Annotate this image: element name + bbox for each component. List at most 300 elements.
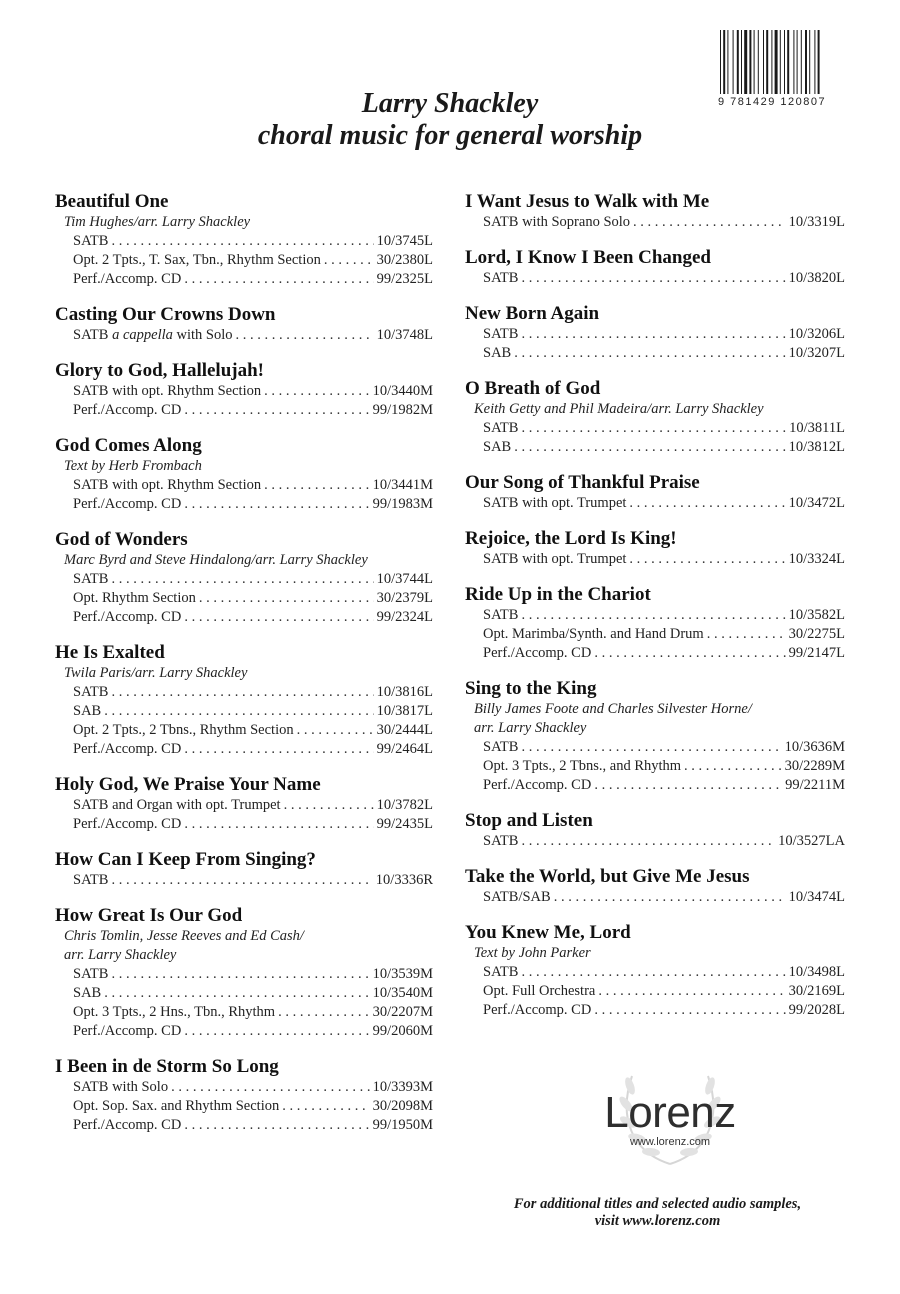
dot-leader (514, 344, 785, 363)
dot-leader (514, 438, 785, 457)
catalog-number: 99/2060M (372, 1023, 433, 1039)
dot-leader (184, 815, 373, 834)
edition-name (73, 232, 108, 251)
edition-name (483, 550, 626, 569)
edition-row (465, 625, 845, 644)
catalog-number: 99/1982M (372, 402, 433, 418)
edition-row (55, 1003, 433, 1022)
edition-voicing: SATB (73, 571, 109, 587)
dot-leader (184, 1116, 369, 1135)
song-entry (55, 528, 433, 627)
edition-row (55, 815, 433, 834)
song-entry (465, 527, 845, 569)
song-entry (55, 1055, 433, 1135)
edition-name (73, 1003, 275, 1022)
edition-voicing: SATB (73, 233, 109, 249)
edition-row (55, 326, 433, 345)
catalog-number: 10/3207L (788, 345, 845, 361)
catalog-number: 10/3817L (376, 703, 433, 719)
edition-voicing: Perf./Accomp. CD (73, 1117, 182, 1133)
edition-voicing: SATB with opt. Rhythm Section (73, 477, 262, 493)
barcode-bar (780, 30, 781, 94)
catalog-number: 99/2325L (376, 271, 433, 287)
edition-row (55, 1116, 433, 1135)
catalog-number: 30/2380L (376, 252, 433, 268)
edition-row (55, 702, 433, 721)
song-title: God Comes Along (55, 435, 202, 456)
song-credit: Chris Tomlin, Jesse Reeves and Ed Cash/ (64, 928, 304, 944)
edition-row (465, 269, 845, 288)
catalog-number: 10/3441M (372, 477, 433, 493)
catalog-number: 10/3324L (788, 551, 845, 567)
footer-line-2: visit www.lorenz.com (594, 1213, 721, 1229)
edition-voicing: Perf./Accomp. CD (73, 496, 182, 512)
edition-name (73, 326, 233, 345)
edition-name (73, 815, 181, 834)
catalog-number: 99/1950M (372, 1117, 433, 1133)
edition-name (483, 325, 518, 344)
dot-leader (521, 325, 785, 344)
catalog-number: 30/2379L (376, 590, 433, 606)
catalog-number: 10/3440M (372, 383, 433, 399)
song-title: How Great Is Our God (55, 905, 243, 926)
song-title: Ride Up in the Chariot (465, 584, 651, 605)
barcode-bar (818, 30, 820, 94)
barcode-bar (793, 30, 794, 94)
edition-row (465, 982, 845, 1001)
edition-row (465, 494, 845, 513)
edition-voicing: SATB with opt. Trumpet (483, 551, 627, 567)
barcode-bar (737, 30, 739, 94)
edition-name (483, 982, 595, 1001)
barcode-bar (758, 30, 759, 94)
catalog-number: 30/2207M (372, 1004, 433, 1020)
edition-name (483, 606, 518, 625)
barcode-bar (741, 30, 742, 94)
song-entry (465, 190, 845, 232)
edition-name (483, 1001, 591, 1020)
edition-name (483, 419, 518, 438)
edition-row (465, 1001, 845, 1020)
edition-row (465, 606, 845, 625)
edition-voicing: Opt. Rhythm Section (73, 590, 196, 606)
edition-name (483, 213, 630, 232)
title-subtitle: choral music for general worship (257, 120, 643, 151)
catalog-number: 99/2435L (376, 816, 433, 832)
song-title: How Can I Keep From Singing? (55, 849, 316, 870)
edition-name (483, 438, 511, 457)
edition-row (465, 757, 845, 776)
edition-row (465, 776, 845, 795)
edition-voicing: SAB (483, 345, 512, 361)
dot-leader (184, 740, 373, 759)
edition-name (73, 476, 261, 495)
edition-voicing: Perf./Accomp. CD (73, 1023, 182, 1039)
song-title: Glory to God, Hallelujah! (55, 360, 264, 381)
song-entry (55, 303, 433, 345)
edition-voicing: SATB (483, 739, 519, 755)
edition-row (465, 325, 845, 344)
catalog-number: 10/3748L (376, 327, 433, 343)
catalog-number: 30/2275L (788, 626, 845, 642)
edition-name (73, 721, 294, 740)
edition-row (465, 832, 845, 851)
dot-leader (554, 888, 786, 907)
edition-row (55, 1097, 433, 1116)
dot-leader (324, 251, 374, 270)
song-title: He Is Exalted (55, 642, 165, 663)
edition-voicing: SATB (73, 966, 109, 982)
dot-leader (111, 570, 373, 589)
edition-row (465, 888, 845, 907)
barcode-bar (797, 30, 798, 94)
edition-name (483, 776, 591, 795)
dot-leader (594, 1001, 785, 1020)
edition-name (483, 344, 511, 363)
title-composer: Larry Shackley (361, 88, 539, 119)
catalog-number: 99/2464L (376, 741, 433, 757)
footer-line-1: For additional titles and selected audio samples, (513, 1196, 802, 1212)
edition-row (465, 738, 845, 757)
edition-voicing: SATB with Solo (73, 1079, 169, 1095)
song-entry (55, 359, 433, 420)
edition-voicing: Opt. 3 Tpts., 2 Hns., Tbn., Rhythm (73, 1004, 276, 1020)
catalog-number: 10/3745L (376, 233, 433, 249)
dot-leader (104, 702, 373, 721)
barcode-bar (727, 30, 728, 94)
dot-leader (171, 1078, 369, 1097)
dot-leader (282, 1097, 369, 1116)
dot-leader (521, 738, 781, 757)
song-credit: Text by John Parker (474, 945, 591, 961)
song-entry (465, 471, 845, 513)
dot-leader (521, 963, 785, 982)
edition-name (73, 382, 261, 401)
song-entry (465, 677, 845, 795)
edition-voicing: Perf./Accomp. CD (73, 816, 182, 832)
edition-voicing: Perf./Accomp. CD (73, 271, 182, 287)
barcode-bars (718, 30, 850, 94)
edition-voicing: SAB (73, 985, 102, 1001)
song-entry (465, 809, 845, 851)
dot-leader (111, 965, 369, 984)
song-entry (55, 641, 433, 759)
edition-voicing: Perf./Accomp. CD (73, 609, 182, 625)
edition-name (483, 888, 551, 907)
dot-leader (264, 382, 369, 401)
song-credit: arr. Larry Shackley (64, 947, 177, 963)
edition-voicing: SATB (483, 833, 519, 849)
song-title: Rejoice, the Lord Is King! (465, 528, 677, 549)
song-title: Casting Our Crowns Down (55, 304, 276, 325)
edition-name (73, 1078, 168, 1097)
edition-voicing: SATB (483, 270, 519, 286)
edition-row (55, 608, 433, 627)
song-entry (465, 583, 845, 663)
edition-row (55, 589, 433, 608)
dot-leader (707, 625, 786, 644)
song-title: Beautiful One (55, 191, 169, 212)
edition-row (465, 344, 845, 363)
catalog-number: 10/3319L (788, 214, 845, 230)
isbn-number: 9 781429 120807 (718, 96, 827, 108)
catalog-number: 10/3336R (375, 872, 433, 888)
barcode-bar (733, 30, 734, 94)
logo-wordmark: Lorenz (604, 1088, 736, 1137)
edition-voicing: SATB (73, 872, 109, 888)
catalog-number: 99/2211M (785, 777, 845, 793)
edition-name (483, 625, 704, 644)
edition-row (465, 550, 845, 569)
edition-row (55, 1078, 433, 1097)
dot-leader (521, 832, 775, 851)
edition-voicing: Perf./Accomp. CD (483, 645, 592, 661)
catalog-number: 10/3472L (788, 495, 845, 511)
song-title: God of Wonders (55, 529, 188, 550)
song-title: I Want Jesus to Walk with Me (465, 191, 710, 212)
edition-row (465, 644, 845, 663)
barcode-bar (766, 30, 768, 94)
song-entry (465, 865, 845, 907)
dot-leader (236, 326, 374, 345)
dot-leader (111, 232, 373, 251)
edition-name (483, 832, 518, 851)
barcode-bar (720, 30, 721, 94)
barcode-bar (723, 30, 725, 94)
song-entry (465, 377, 845, 457)
edition-voicing: SATB (73, 684, 109, 700)
footer-note (470, 1196, 845, 1230)
song-entry (55, 904, 433, 1041)
song-entry (465, 921, 845, 1020)
barcode-bar (809, 30, 810, 94)
catalog-number: 10/3582L (788, 607, 845, 623)
catalog-number: 10/3527LA (778, 833, 845, 849)
song-credit: Tim Hughes/arr. Larry Shackley (64, 214, 251, 230)
edition-voicing: Opt. Full Orchestra (483, 983, 596, 999)
song-entry (55, 773, 433, 834)
barcode-bar (814, 30, 815, 94)
song-credit: Twila Paris/arr. Larry Shackley (64, 665, 248, 681)
song-credit: Billy James Foote and Charles Silvester Horne/ (474, 701, 752, 717)
dot-leader (521, 269, 785, 288)
edition-voicing: Perf./Accomp. CD (73, 402, 182, 418)
catalog-number: 30/2169L (788, 983, 845, 999)
catalog-number: 10/3820L (788, 270, 845, 286)
catalog-number: 10/3539M (372, 966, 433, 982)
dot-leader (629, 494, 785, 513)
song-credit: Marc Byrd and Steve Hindalong/arr. Larry Shackley (64, 552, 368, 568)
dot-leader (521, 606, 785, 625)
right-column (465, 190, 845, 1034)
lorenz-logo (580, 1060, 760, 1148)
dot-leader (199, 589, 374, 608)
edition-name (73, 796, 281, 815)
edition-voicing: Perf./Accomp. CD (73, 741, 182, 757)
song-credit: Text by Herb Frombach (64, 458, 202, 474)
catalog-number: 10/3744L (376, 571, 433, 587)
edition-voicing-italic: a cappella (112, 327, 173, 343)
edition-name (73, 401, 181, 420)
song-title: Lord, I Know I Been Changed (465, 247, 711, 268)
barcode-bar (749, 30, 751, 94)
edition-name (73, 589, 196, 608)
edition-voicing: Opt. 2 Tpts., 2 Tbns., Rhythm Section (73, 722, 294, 738)
logo-url: www.lorenz.com (629, 1136, 711, 1148)
song-entry (465, 302, 845, 363)
song-title: I Been in de Storm So Long (55, 1056, 279, 1077)
catalog-number: 30/2098M (372, 1098, 433, 1114)
dot-leader (184, 495, 369, 514)
song-title: Holy God, We Praise Your Name (55, 774, 321, 795)
barcode-bar (744, 30, 747, 94)
edition-voicing: Opt. Sop. Sax. and Rhythm Section (73, 1098, 280, 1114)
edition-row (465, 438, 845, 457)
song-title: O Breath of God (465, 378, 601, 399)
edition-row (55, 401, 433, 420)
edition-voicing: SATB (483, 607, 519, 623)
dot-leader (184, 401, 369, 420)
dot-leader (594, 644, 785, 663)
catalog-number: 10/3393M (372, 1079, 433, 1095)
song-entry (55, 434, 433, 514)
catalog-number: 10/3636M (784, 739, 845, 755)
edition-voicing: Opt. 3 Tpts., 2 Tbns., and Rhythm (483, 758, 682, 774)
edition-name (73, 251, 321, 270)
catalog-number: 99/1983M (372, 496, 433, 512)
edition-name (73, 570, 108, 589)
left-column (55, 190, 433, 1149)
edition-row (55, 1022, 433, 1041)
edition-voicing: SATB and Organ with opt. Trumpet (73, 797, 281, 813)
dot-leader (598, 982, 785, 1001)
edition-name (483, 738, 518, 757)
edition-voicing: SATB with Soprano Solo (483, 214, 631, 230)
edition-name (73, 495, 181, 514)
edition-row (55, 382, 433, 401)
edition-row (55, 871, 433, 890)
edition-row (465, 213, 845, 232)
edition-name (73, 871, 108, 890)
barcode-bar (763, 30, 764, 94)
catalog-number: 10/3782L (376, 797, 433, 813)
edition-name (483, 757, 681, 776)
edition-voicing: SATB with opt. Trumpet (483, 495, 627, 511)
dot-leader (264, 476, 369, 495)
catalog-number: 30/2444L (376, 722, 433, 738)
edition-voicing: Perf./Accomp. CD (483, 777, 592, 793)
song-title: Our Song of Thankful Praise (465, 472, 700, 493)
catalog-number: 10/3474L (788, 889, 845, 905)
edition-voicing: SATB with opt. Rhythm Section (73, 383, 262, 399)
edition-name (483, 494, 626, 513)
barcode-bar (775, 30, 778, 94)
dot-leader (278, 1003, 369, 1022)
edition-row (55, 232, 433, 251)
edition-row (55, 683, 433, 702)
dot-leader (184, 608, 373, 627)
edition-voicing: SATB (483, 420, 519, 436)
edition-row (465, 963, 845, 982)
edition-name (483, 269, 518, 288)
barcode-bar (787, 30, 789, 94)
catalog-number: 10/3816L (376, 684, 433, 700)
dot-leader (594, 776, 782, 795)
edition-row (465, 419, 845, 438)
catalog-number: 99/2147L (788, 645, 845, 661)
edition-voicing: Opt. 2 Tpts., T. Sax, Tbn., Rhythm Section (73, 252, 321, 268)
edition-row (55, 495, 433, 514)
edition-voicing-extra: with Solo (176, 327, 233, 343)
barcode-bar (801, 30, 802, 94)
edition-row (55, 984, 433, 1003)
catalog-number: 10/3540M (372, 985, 433, 1001)
edition-row (55, 476, 433, 495)
edition-voicing: Perf./Accomp. CD (483, 1002, 592, 1018)
edition-row (55, 570, 433, 589)
edition-name (73, 1116, 181, 1135)
song-credit: Keith Getty and Phil Madeira/arr. Larry Shackley (474, 401, 764, 417)
catalog-number: 10/3812L (788, 439, 845, 455)
song-title: Sing to the King (465, 678, 597, 699)
edition-name (73, 1097, 279, 1116)
song-entry (55, 190, 433, 289)
dot-leader (297, 721, 374, 740)
dot-leader (684, 757, 782, 776)
edition-name (73, 608, 181, 627)
catalog-number: 99/2028L (788, 1002, 845, 1018)
dot-leader (184, 270, 373, 289)
edition-name (73, 270, 181, 289)
edition-voicing: Opt. Marimba/Synth. and Hand Drum (483, 626, 704, 642)
edition-voicing: SAB (73, 703, 102, 719)
catalog-number: 10/3206L (788, 326, 845, 342)
song-title: New Born Again (465, 303, 600, 324)
dot-leader (184, 1022, 369, 1041)
edition-voicing: SATB (483, 964, 519, 980)
song-entry (55, 848, 433, 890)
edition-name (73, 683, 108, 702)
song-credit: arr. Larry Shackley (474, 720, 587, 736)
barcode-bar (784, 30, 785, 94)
edition-row (55, 796, 433, 815)
page-title (0, 88, 900, 152)
edition-row (55, 251, 433, 270)
dot-leader (284, 796, 374, 815)
catalog-number: 10/3811L (789, 420, 845, 436)
catalog-number: 30/2289M (784, 758, 845, 774)
edition-voicing: SAB (483, 439, 512, 455)
edition-name (73, 740, 181, 759)
edition-name (73, 1022, 181, 1041)
edition-name (73, 984, 101, 1003)
dot-leader (111, 683, 373, 702)
catalog-number: 10/3498L (788, 964, 845, 980)
edition-row (55, 740, 433, 759)
edition-voicing: SATB/SAB (483, 889, 551, 905)
edition-name (483, 963, 518, 982)
barcode-bar (771, 30, 772, 94)
song-entry (465, 246, 845, 288)
edition-row (55, 270, 433, 289)
dot-leader (104, 984, 369, 1003)
edition-name (73, 965, 108, 984)
edition-row (55, 965, 433, 984)
edition-voicing: SATB (483, 326, 519, 342)
edition-name (73, 702, 101, 721)
song-title: You Knew Me, Lord (465, 922, 631, 943)
barcode-bar (805, 30, 807, 94)
